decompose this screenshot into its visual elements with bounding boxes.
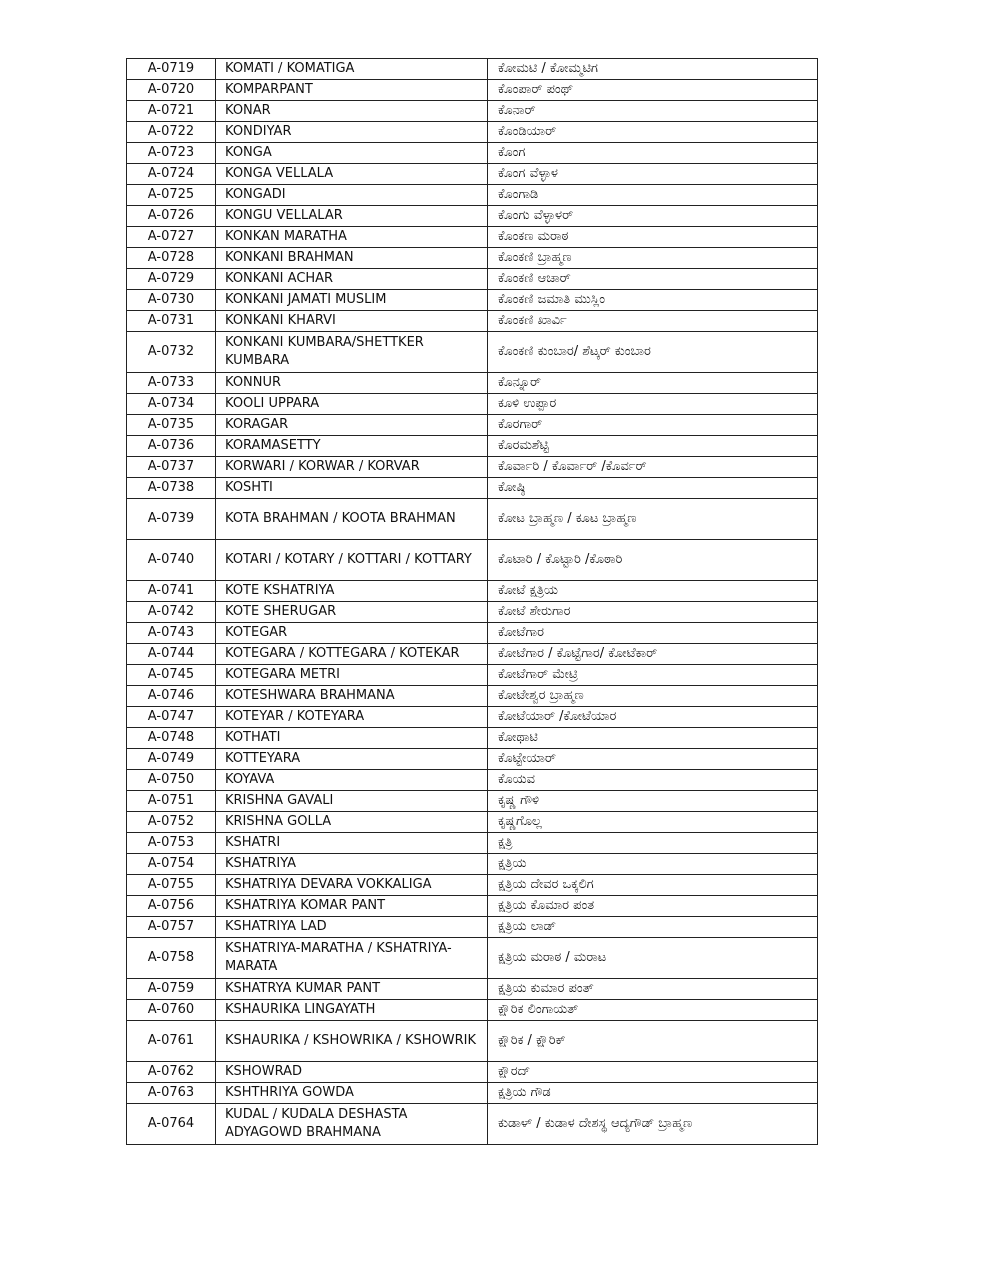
english-name-cell: KOSHTI — [216, 478, 488, 499]
kannada-name-cell: ಕ್ಷೌರದ್ — [488, 1062, 818, 1083]
english-name-cell: KOTEGAR — [216, 623, 488, 644]
table-row — [127, 644, 818, 665]
code-cell: A-0723 — [127, 143, 216, 164]
kannada-name-cell: ಕ್ಷತ್ರಿಯ ದೇವರ ಒಕ್ಕಲಿಗ — [488, 875, 818, 896]
code-cell: A-0762 — [127, 1062, 216, 1083]
kannada-name-cell: ಕುಡಾಳ್ / ಕುಡಾಳ ದೇಶಸ್ಥ ಆದ್ಯಗೌಡ್ ಬ್ರಾಹ್ಮಣ — [488, 1104, 818, 1145]
code-cell: A-0726 — [127, 206, 216, 227]
kannada-name-cell: ಕೊಂಕಣ ಮರಾಠ — [488, 227, 818, 248]
code-cell: A-0743 — [127, 623, 216, 644]
english-name-cell: KUDAL / KUDALA DESHASTA ADYAGOWD BRAHMANA — [216, 1104, 488, 1145]
english-name-cell: KONGADI — [216, 185, 488, 206]
code-cell: A-0739 — [127, 499, 216, 540]
english-name-cell: KOTEYAR / KOTEYARA — [216, 707, 488, 728]
kannada-name-cell: ಕೋಥಾಟಿ — [488, 728, 818, 749]
english-name-cell: KRISHNA GAVALI — [216, 791, 488, 812]
kannada-name-cell: ಕ್ಷತ್ರಿಯ — [488, 854, 818, 875]
caste-list-body — [127, 59, 818, 1145]
code-cell: A-0731 — [127, 311, 216, 332]
kannada-name-cell: ಕೊಂಕಣಿ ಆಚಾರ್ — [488, 269, 818, 290]
kannada-name-cell: ಕೂಳಿ ಉಪ್ಪಾರ — [488, 394, 818, 415]
english-name-cell: KSHATRIYA KOMAR PANT — [216, 896, 488, 917]
kannada-name-cell: ಕೋಟ ಬ್ರಾಹ್ಮಣ / ಕೂಟ ಬ್ರಾಹ್ಮಣ — [488, 499, 818, 540]
code-cell: A-0720 — [127, 80, 216, 101]
kannada-name-cell: ಕೃಷ್ಣಗೊಲ್ಲ — [488, 812, 818, 833]
english-name-cell: KONGA VELLALA — [216, 164, 488, 185]
code-cell: A-0732 — [127, 332, 216, 373]
english-name-cell: KSHATRIYA-MARATHA / KSHATRIYA-MARATA — [216, 938, 488, 979]
code-cell: A-0729 — [127, 269, 216, 290]
table-row — [127, 415, 818, 436]
english-name-cell: KONKANI KHARVI — [216, 311, 488, 332]
kannada-name-cell: ಕೋಟೆಗಾರ್ ಮೇಟ್ರಿ — [488, 665, 818, 686]
code-cell: A-0754 — [127, 854, 216, 875]
kannada-name-cell: ಕೊಂಪಾರ್ ಪಂಥ್ — [488, 80, 818, 101]
kannada-name-cell: ಕ್ಷೌರಿಕ / ಕ್ಷೌರಿಕ್ — [488, 1021, 818, 1062]
kannada-name-cell: ಕ್ಷತ್ರಿ — [488, 833, 818, 854]
table-row — [127, 896, 818, 917]
kannada-name-cell: ಕೊಂಕಣಿ ಖಾರ್ವಿ — [488, 311, 818, 332]
table-row — [127, 164, 818, 185]
english-name-cell: KSHOWRAD — [216, 1062, 488, 1083]
kannada-name-cell: ಕೊಂಗ — [488, 143, 818, 164]
english-name-cell: KORAGAR — [216, 415, 488, 436]
english-name-cell: KSHTHRIYA GOWDA — [216, 1083, 488, 1104]
table-row — [127, 938, 818, 979]
kannada-name-cell: ಕೊರ್ವಾರಿ / ಕೊರ್ವಾರ್ /ಕೊರ್ವರ್ — [488, 457, 818, 478]
kannada-name-cell: ಕ್ಷತ್ರಿಯ ಕುಮಾರ ಪಂತ್ — [488, 979, 818, 1000]
code-cell: A-0752 — [127, 812, 216, 833]
kannada-name-cell: ಕ್ಷೌರಿಕ ಲಿಂಗಾಯತ್ — [488, 1000, 818, 1021]
kannada-name-cell: ಕೋಟೆ ಕ್ಷತ್ರಿಯ — [488, 581, 818, 602]
code-cell: A-0749 — [127, 749, 216, 770]
table-row — [127, 1083, 818, 1104]
code-cell: A-0725 — [127, 185, 216, 206]
english-name-cell: KSHAURIKA LINGAYATH — [216, 1000, 488, 1021]
table-row — [127, 478, 818, 499]
code-cell: A-0719 — [127, 59, 216, 80]
table-row — [127, 248, 818, 269]
english-name-cell: KSHATRYA KUMAR PANT — [216, 979, 488, 1000]
code-cell: A-0750 — [127, 770, 216, 791]
table-row — [127, 143, 818, 164]
code-cell: A-0764 — [127, 1104, 216, 1145]
english-name-cell: KSHATRI — [216, 833, 488, 854]
table-row — [127, 875, 818, 896]
english-name-cell: KOMATI / KOMATIGA — [216, 59, 488, 80]
english-name-cell: KONKANI KUMBARA/SHETTKER KUMBARA — [216, 332, 488, 373]
code-cell: A-0761 — [127, 1021, 216, 1062]
english-name-cell: KOTESHWARA BRAHMANA — [216, 686, 488, 707]
english-name-cell: KOTA BRAHMAN / KOOTA BRAHMAN — [216, 499, 488, 540]
table-row — [127, 686, 818, 707]
table-row — [127, 436, 818, 457]
kannada-name-cell: ಕೊಟಾರಿ / ಕೊಟ್ಟಾರಿ /ಕೊಠಾರಿ — [488, 540, 818, 581]
table-row — [127, 1021, 818, 1062]
table-row — [127, 394, 818, 415]
code-cell: A-0751 — [127, 791, 216, 812]
english-name-cell: KONAR — [216, 101, 488, 122]
code-cell: A-0746 — [127, 686, 216, 707]
code-cell: A-0745 — [127, 665, 216, 686]
table-row — [127, 227, 818, 248]
table-row — [127, 457, 818, 478]
table-row — [127, 1104, 818, 1145]
english-name-cell: KONKAN MARATHA — [216, 227, 488, 248]
code-cell: A-0744 — [127, 644, 216, 665]
table-row — [127, 728, 818, 749]
table-row — [127, 499, 818, 540]
kannada-name-cell: ಕೊಂಗು ವೆಳ್ಳಾಳರ್ — [488, 206, 818, 227]
code-cell: A-0730 — [127, 290, 216, 311]
code-cell: A-0727 — [127, 227, 216, 248]
english-name-cell: KSHATRIYA LAD — [216, 917, 488, 938]
kannada-name-cell: ಕ್ಷತ್ರಿಯ ಲಾಡ್ — [488, 917, 818, 938]
code-cell: A-0758 — [127, 938, 216, 979]
english-name-cell: KONKANI BRAHMAN — [216, 248, 488, 269]
code-cell: A-0742 — [127, 602, 216, 623]
table-row — [127, 707, 818, 728]
english-name-cell: KOMPARPANT — [216, 80, 488, 101]
english-name-cell: KRISHNA GOLLA — [216, 812, 488, 833]
kannada-name-cell: ಕೋಟೆಗಾರ — [488, 623, 818, 644]
english-name-cell: KOTARI / KOTARY / KOTTARI / KOTTARY — [216, 540, 488, 581]
code-cell: A-0724 — [127, 164, 216, 185]
table-row — [127, 665, 818, 686]
code-cell: A-0738 — [127, 478, 216, 499]
table-row — [127, 979, 818, 1000]
code-cell: A-0747 — [127, 707, 216, 728]
kannada-name-cell: ಕೋಟೆಗಾರ / ಕೊಟ್ಟೆಗಾರ/ ಕೋಟೆಕಾರ್ — [488, 644, 818, 665]
english-name-cell: KOTTEYARA — [216, 749, 488, 770]
table-row — [127, 540, 818, 581]
table-row — [127, 332, 818, 373]
english-name-cell: KONKANI JAMATI MUSLIM — [216, 290, 488, 311]
english-name-cell: KOOLI UPPARA — [216, 394, 488, 415]
table-row — [127, 80, 818, 101]
table-row — [127, 1000, 818, 1021]
code-cell: A-0740 — [127, 540, 216, 581]
english-name-cell: KONKANI ACHAR — [216, 269, 488, 290]
code-cell: A-0755 — [127, 875, 216, 896]
table-row — [127, 623, 818, 644]
code-cell: A-0733 — [127, 373, 216, 394]
kannada-name-cell: ಕೊರಗಾರ್ — [488, 415, 818, 436]
table-row — [127, 581, 818, 602]
kannada-name-cell: ಕ್ಷತ್ರಿಯ ಮರಾಠ / ಮರಾಟ — [488, 938, 818, 979]
kannada-name-cell: ಕೊಟ್ಟೇಯಾರ್ — [488, 749, 818, 770]
code-cell: A-0728 — [127, 248, 216, 269]
kannada-name-cell: ಕೊಂಕಣಿ ಕುಂಬಾರ/ ಶೆಟ್ಕರ್ ಕುಂಬಾರ — [488, 332, 818, 373]
kannada-name-cell: ಕೋಷ್ಠಿ — [488, 478, 818, 499]
kannada-name-cell: ಕ್ಷತ್ರಿಯ ಕೊಮಾರ ಪಂತ — [488, 896, 818, 917]
english-name-cell: KORAMASETTY — [216, 436, 488, 457]
table-row — [127, 1062, 818, 1083]
kannada-name-cell: ಕೊಂಗ ವೆಳ್ಳಾಳ — [488, 164, 818, 185]
code-cell: A-0748 — [127, 728, 216, 749]
kannada-name-cell: ಕೊಂಕಣಿ ಜಮಾತಿ ಮುಸ್ಲಿಂ — [488, 290, 818, 311]
kannada-name-cell: ಕೊರಮಶೆಟ್ಟಿ — [488, 436, 818, 457]
english-name-cell: KSHAURIKA / KSHOWRIKA / KSHOWRIK — [216, 1021, 488, 1062]
table-row — [127, 770, 818, 791]
table-row — [127, 59, 818, 80]
table-row — [127, 373, 818, 394]
kannada-name-cell: ಕೊಂಡಿಯಾರ್ — [488, 122, 818, 143]
kannada-name-cell: ಕೃಷ್ಣ ಗೌಳಿ — [488, 791, 818, 812]
kannada-name-cell: ಕೋಮಟಿ / ಕೋಮ್ಮಟಿಗ — [488, 59, 818, 80]
kannada-name-cell: ಕ್ಷತ್ರಿಯ ಗೌಡ — [488, 1083, 818, 1104]
table-row — [127, 812, 818, 833]
code-cell: A-0759 — [127, 979, 216, 1000]
english-name-cell: KSHATRIYA — [216, 854, 488, 875]
table-row — [127, 791, 818, 812]
kannada-name-cell: ಕೋಟೇಶ್ವರ ಬ್ರಾಹ್ಮಣ — [488, 686, 818, 707]
english-name-cell: KONNUR — [216, 373, 488, 394]
kannada-name-cell: ಕೋಟೆ ಶೇರುಗಾರ — [488, 602, 818, 623]
table-row — [127, 833, 818, 854]
code-cell: A-0722 — [127, 122, 216, 143]
code-cell: A-0721 — [127, 101, 216, 122]
kannada-name-cell: ಕೊನ್ನೂರ್ — [488, 373, 818, 394]
english-name-cell: KOYAVA — [216, 770, 488, 791]
code-cell: A-0757 — [127, 917, 216, 938]
kannada-name-cell: ಕೋಟೆಯಾರ್ /ಕೋಟೆಯಾರ — [488, 707, 818, 728]
table-row — [127, 269, 818, 290]
table-row — [127, 122, 818, 143]
english-name-cell: KONDIYAR — [216, 122, 488, 143]
english-name-cell: KSHATRIYA DEVARA VOKKALIGA — [216, 875, 488, 896]
english-name-cell: KOTHATI — [216, 728, 488, 749]
table-row — [127, 206, 818, 227]
code-cell: A-0736 — [127, 436, 216, 457]
code-cell: A-0737 — [127, 457, 216, 478]
code-cell: A-0753 — [127, 833, 216, 854]
kannada-name-cell: ಕೊನಾರ್ — [488, 101, 818, 122]
code-cell: A-0741 — [127, 581, 216, 602]
kannada-name-cell: ಕೊಂಕಣಿ ಬ್ರಾಹ್ಮಣ — [488, 248, 818, 269]
english-name-cell: KONGA — [216, 143, 488, 164]
table-row — [127, 311, 818, 332]
english-name-cell: KOTEGARA METRI — [216, 665, 488, 686]
table-row — [127, 602, 818, 623]
code-cell: A-0763 — [127, 1083, 216, 1104]
kannada-name-cell: ಕೊಯವ — [488, 770, 818, 791]
english-name-cell: KORWARI / KORWAR / KORVAR — [216, 457, 488, 478]
code-cell: A-0760 — [127, 1000, 216, 1021]
english-name-cell: KOTEGARA / KOTTEGARA / KOTEKAR — [216, 644, 488, 665]
code-cell: A-0734 — [127, 394, 216, 415]
table-row — [127, 185, 818, 206]
table-row — [127, 749, 818, 770]
english-name-cell: KONGU VELLALAR — [216, 206, 488, 227]
table-row — [127, 854, 818, 875]
english-name-cell: KOTE SHERUGAR — [216, 602, 488, 623]
code-cell: A-0756 — [127, 896, 216, 917]
table-row — [127, 917, 818, 938]
kannada-name-cell: ಕೊಂಗಾಡಿ — [488, 185, 818, 206]
table-row — [127, 101, 818, 122]
table-row — [127, 290, 818, 311]
code-cell: A-0735 — [127, 415, 216, 436]
english-name-cell: KOTE KSHATRIYA — [216, 581, 488, 602]
caste-list-table — [126, 58, 818, 1145]
